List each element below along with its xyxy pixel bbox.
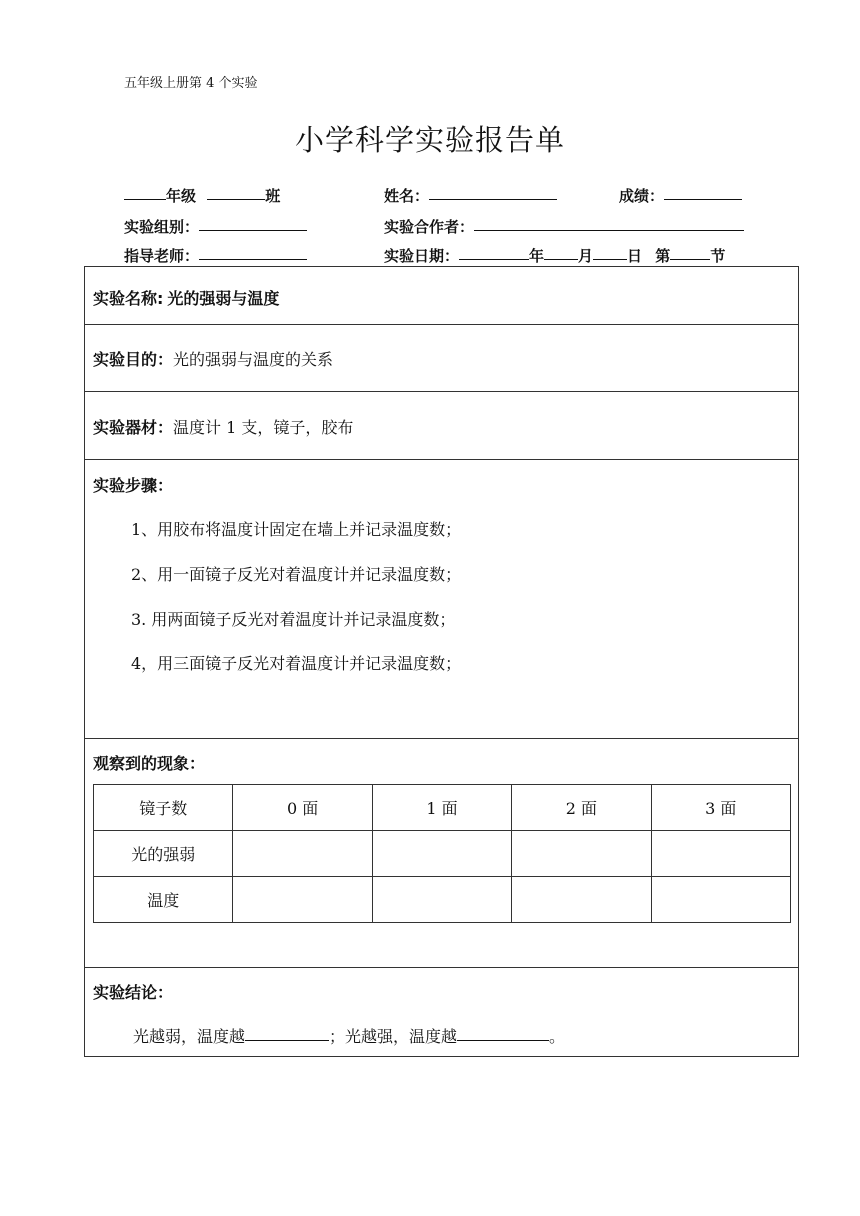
experiment-purpose-value: 光的强弱与温度的关系 [173,350,334,369]
header-note: 五年级上册第 4 个实验 [124,76,258,91]
experiment-name-value: 光的强弱与温度 [167,289,280,308]
observation-row [93,751,205,774]
year-label: 年 [529,247,545,265]
experiment-purpose-row [93,347,333,370]
name-blank[interactable] [429,198,557,200]
date-field [384,245,725,266]
table-header-cell: 镜子数 [94,785,233,831]
divider [85,738,798,739]
table-cell[interactable] [512,877,651,923]
row-label-cell: 光的强弱 [94,831,233,877]
date-label: 实验日期： [384,247,460,265]
score-label: 成绩： [619,187,665,205]
conclusion-blank-2[interactable] [457,1039,549,1041]
table-cell[interactable] [512,831,651,877]
conclusion-part2: ；光越强，温度越 [329,1027,458,1046]
day-blank[interactable] [593,258,627,260]
table-header-row [94,785,791,831]
experiment-materials-row [93,415,353,438]
divider [85,967,798,968]
conclusion-sentence [133,1024,565,1047]
period-label: 节 [710,247,726,265]
observation-table [93,784,791,923]
grade-blank[interactable] [124,198,166,200]
divider [85,324,798,325]
divider [85,459,798,460]
table-header-cell: 0 面 [233,785,372,831]
table-cell[interactable] [233,831,372,877]
table-cell[interactable] [372,877,511,923]
year-blank[interactable] [459,258,529,260]
table-row [94,877,791,923]
score-blank[interactable] [664,198,742,200]
group-blank[interactable] [199,229,307,231]
report-table [84,266,799,1057]
divider [85,391,798,392]
month-blank[interactable] [544,258,578,260]
conclusion-end: 。 [549,1027,566,1046]
grade-class-field [124,185,280,206]
month-label: 月 [578,247,594,265]
table-header-cell: 3 面 [651,785,790,831]
score-field [619,185,742,206]
experiment-materials-label: 实验器材： [93,418,174,437]
observation-label: 观察到的现象： [93,754,206,773]
step-item: 3. 用两面镜子反光对着温度计并记录温度数； [131,610,456,629]
teacher-label: 指导老师： [124,247,200,265]
experiment-name-row [93,286,279,309]
step-item: 1、用胶布将温度计固定在墙上并记录温度数； [131,520,462,539]
grade-label: 年级 [166,187,197,205]
experiment-steps-row [93,473,173,496]
table-cell[interactable] [233,877,372,923]
experiment-materials-value: 温度计 1 支，镜子，胶布 [173,418,354,437]
row-label-cell: 温度 [94,877,233,923]
group-label: 实验组别： [124,218,200,236]
partner-label: 实验合作者： [384,218,475,236]
page-title: 小学科学实验报告单 [294,123,565,157]
table-row [94,831,791,877]
conclusion-blank-1[interactable] [245,1039,329,1041]
table-cell[interactable] [372,831,511,877]
class-blank[interactable] [207,198,265,200]
name-label: 姓名： [384,187,430,205]
step-item: 4，用三面镜子反光对着温度计并记录温度数； [131,654,462,673]
group-field [124,216,307,237]
conclusion-label: 实验结论： [93,983,174,1002]
table-cell[interactable] [651,877,790,923]
table-cell[interactable] [651,831,790,877]
table-header-cell: 2 面 [512,785,651,831]
experiment-name-label: 实验名称: [93,289,164,308]
class-label: 班 [265,187,281,205]
conclusion-row [93,980,173,1003]
step-item: 2、用一面镜子反光对着温度计并记录温度数； [131,565,462,584]
partner-blank[interactable] [474,229,744,231]
experiment-steps-label: 实验步骤： [93,476,174,495]
conclusion-part1: 光越弱，温度越 [133,1027,246,1046]
teacher-field [124,245,307,266]
partner-field [384,216,744,237]
period-blank[interactable] [670,258,710,260]
name-field [384,185,557,206]
table-header-cell: 1 面 [372,785,511,831]
teacher-blank[interactable] [199,258,307,260]
experiment-purpose-label: 实验目的： [93,350,174,369]
day-label: 日 [627,247,643,265]
period-prefix: 第 [655,247,671,265]
